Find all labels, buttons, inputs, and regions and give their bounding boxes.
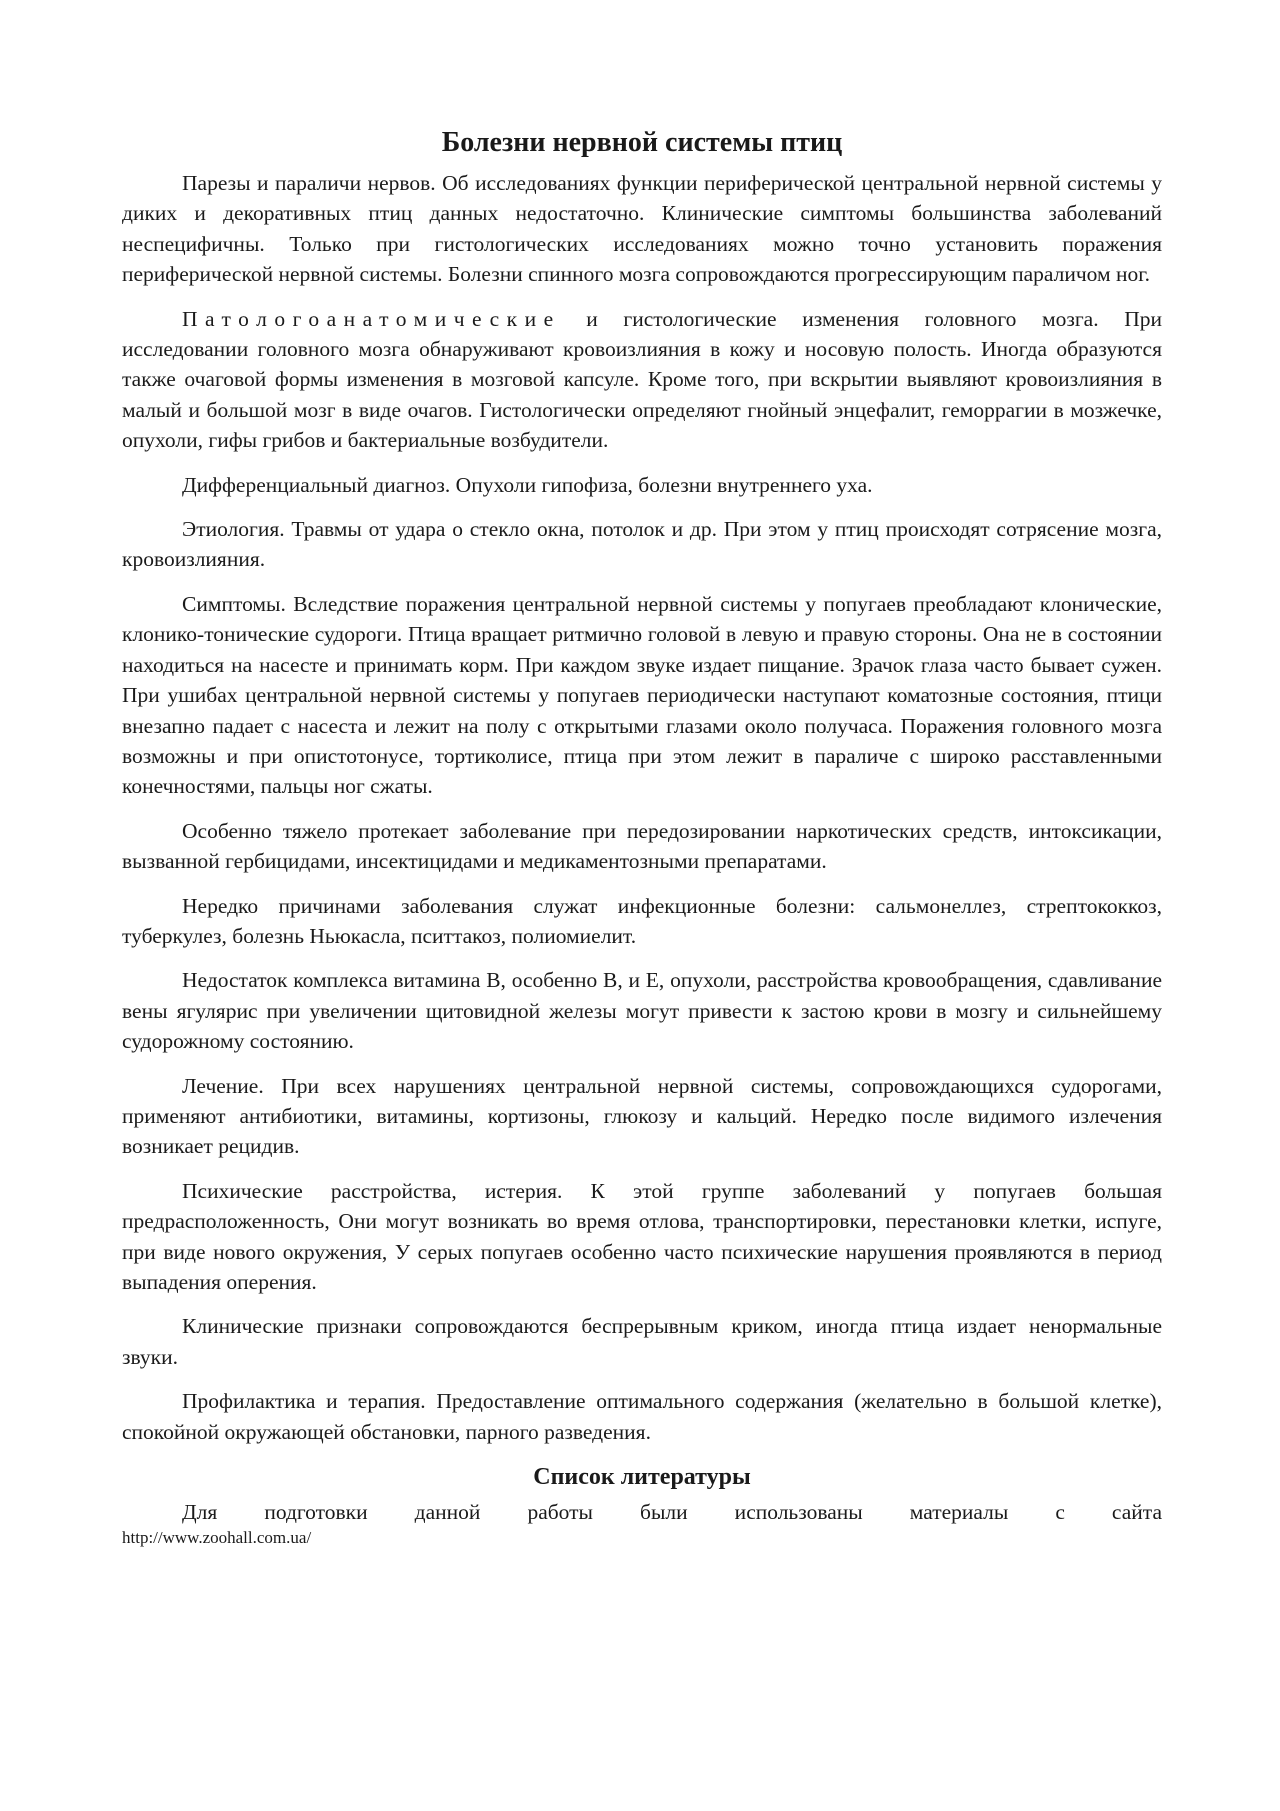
paragraph-pathology: [122, 304, 1162, 456]
paragraph-etiology: Этиология. Травмы от удара о стекло окна, потолок и др. При этом у птиц происходят сотрясение мозга, кровоизлияния.: [122, 517, 1162, 572]
paragraph-differential-diagnosis: Дифференциальный диагноз. Опухоли гипофиза, болезни внутреннего уха.: [182, 472, 873, 497]
document-page: [122, 126, 1162, 1549]
paragraph-mental-disorders: Психические расстройства, истерия. К этой группе заболеваний у попугаев большая предрасположенность, Они могут возникать во время отлова, транспортировки, перестановки клетки, испуге, при виде нового окружения, У серых попугаев особенно часто психические нарушения проявляются в период выпадения оперения.: [122, 1178, 1162, 1294]
paragraph-treatment: Лечение. При всех нарушениях центральной нервной системы, сопровождающихся судорогами, применяют антибиотики, витамины, кортизоны, глюкозу и кальций. Нередко после видимого излечения возникает рецидив.: [122, 1073, 1162, 1159]
paragraph-symptoms: Симптомы. Вследствие поражения центральной нервной системы у попугаев преобладают клонические, клонико-тонические судороги. Птица вращает ритмично головой в левую и правую стороны. Она не в состоянии находиться на насесте и принимать корм. При каждом звуке издает пищание. Зрачок глаза часто бывает сужен. При ушибах центральной нервной системы у попугаев периодически наступают коматозные состояния, птици внезапно падает с насеста и лежит на полу с открытыми глазами около получаса. Поражения головного мозга возможны и при опистотонусе, тортиколисе, птица при этом лежит в параличе с широко расставленными конечностями, пальцы ног сжаты.: [122, 591, 1162, 799]
paragraph-infectious-causes: Нередко причинами заболевания служат инфекционные болезни: сальмонеллез, стрептококкоз, туберкулез, болезнь Ньюкасла, пситтакоз, полиомиелит.: [122, 893, 1162, 948]
source-url-link[interactable]: http://www.zoohall.com.ua/: [122, 1528, 312, 1548]
document-title: Болезни нервной системы птиц: [441, 127, 843, 158]
pathology-body: и гистологические изменения головного мозга. При исследовании головного мозга обнаруживают кровоизлияния в кожу и носовую полость. Иногда образуются также очаговой формы изменения в мозговой капсуле. Кроме того, при вскрытии выявляют кровоизлияния в малый и большой мозг в виде очагов. Гистологически определяют гнойный энцефалит, геморрагии в мозжечке, опухоли, гифы грибов и бактериальные возбудители.: [122, 306, 1162, 453]
paragraph-vitamin-deficiency: Недостаток комплекса витамина В, особенно В, и Е, опухоли, расстройства кровообращения, сдавливание вены ягулярис при увеличении щитовидной железы могут привести к застою крови в мозгу и сильнейшему судорожному состоянию.: [122, 968, 1162, 1054]
references-heading: Список литературы: [533, 1464, 751, 1491]
paragraph-prevention: Профилактика и терапия. Предоставление оптимального содержания (желательно в большой клетке), спокойной окружающей обстановки, парного разведения.: [122, 1389, 1162, 1444]
paragraph-overdose: Особенно тяжело протекает заболевание при передозировании наркотических средств, интоксикации, вызванной гербицидами, инсектицидами и медикаментозными препаратами.: [122, 818, 1162, 874]
references-text: Для подготовки данной работы были использованы материалы с сайта: [182, 1500, 1162, 1525]
pathology-lead-term: Патологоанатомические: [182, 306, 561, 331]
paragraph-clinical-signs: Клинические признаки сопровождаются беспрерывным криком, иногда птица издает ненормальные звуки.: [122, 1314, 1162, 1369]
paragraph-paresis: Парезы и параличи нервов. Об исследованиях функции периферической центральной нервной системы у диких и декоративных птиц данных недостаточно. Клинические симптомы большинства заболеваний неспецифичны. Только при гистологических исследованиях можно точно установить поражения периферической нервной системы. Болезни спинного мозга сопровождаются прогрессирующим параличом ног.: [122, 171, 1162, 287]
